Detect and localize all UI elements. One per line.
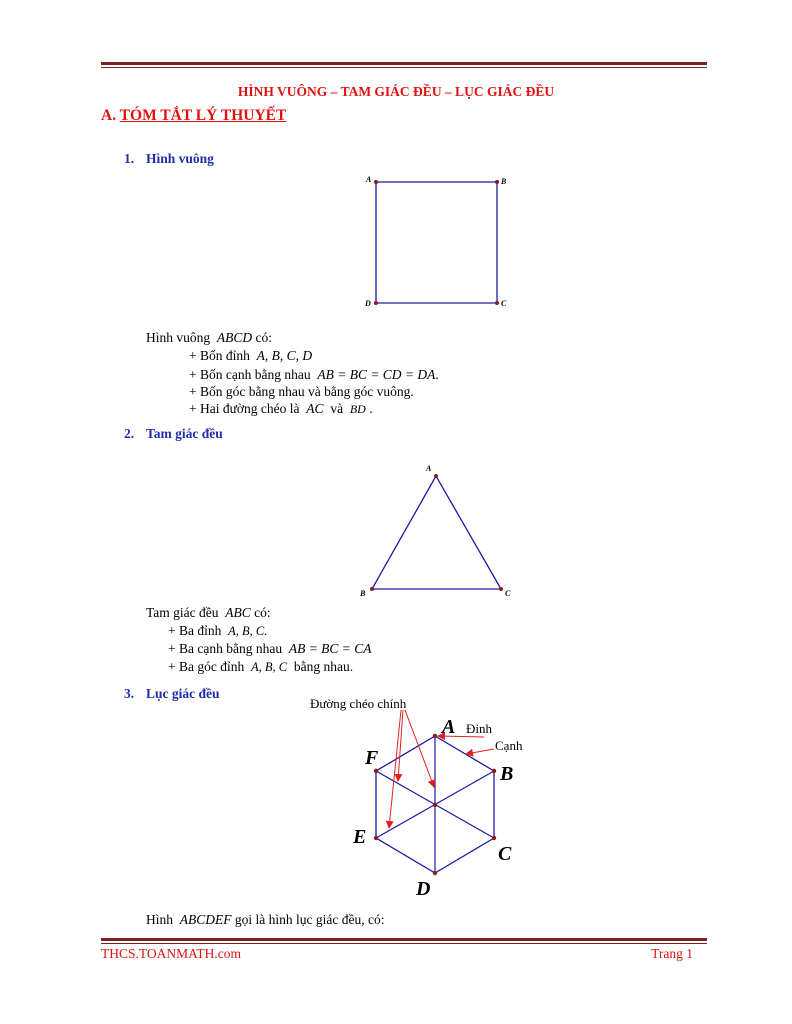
square-heading-label: Hình vuông bbox=[146, 151, 214, 166]
square-p4-text: + Hai đường chéo là bbox=[189, 401, 300, 416]
hexagon-center bbox=[433, 803, 437, 807]
square-label-b: B bbox=[501, 177, 507, 186]
square-vertex-b bbox=[495, 180, 499, 184]
square-label-a: A bbox=[366, 175, 372, 184]
hexagon-label-c: C bbox=[498, 843, 512, 865]
footer-page-number: Trang 1 bbox=[651, 946, 693, 961]
square-p4-diag-1: AC bbox=[306, 401, 324, 416]
square-intro-math: ABCD bbox=[216, 330, 253, 345]
triangle-property-3 bbox=[168, 659, 353, 675]
triangle-outline bbox=[372, 476, 501, 589]
hexagon-heading-label: Lục giác đều bbox=[146, 686, 220, 701]
hexagon-intro bbox=[146, 912, 384, 928]
square-p4-diag-2: BD bbox=[349, 402, 366, 416]
square-vertex-a bbox=[374, 180, 378, 184]
section-a-label: TÓM TẮT LÝ THUYẾT bbox=[119, 107, 287, 124]
annotation-vertex: Đỉnh bbox=[466, 721, 492, 736]
square-p4-mid: và bbox=[330, 401, 344, 416]
square-p2-math: AB = BC = CD = DA bbox=[317, 367, 436, 382]
arrow-diagonal-2 bbox=[398, 710, 403, 781]
square-heading-number: 1. bbox=[124, 151, 135, 166]
triangle-label-b: B bbox=[360, 589, 366, 598]
square-p1-text: + Bốn đỉnh bbox=[189, 348, 250, 363]
square-heading bbox=[124, 151, 214, 167]
square-p2-text: + Bốn cạnh bằng nhau bbox=[189, 367, 311, 382]
triangle-figure bbox=[352, 462, 524, 602]
triangle-p1-math: A, B, C. bbox=[228, 624, 268, 638]
hexagon-label-a: A bbox=[442, 716, 456, 738]
triangle-vertex-b bbox=[370, 587, 374, 591]
arrow-edge bbox=[466, 749, 494, 754]
annotation-edge: Cạnh bbox=[495, 738, 523, 753]
hexagon-label-f: F bbox=[365, 747, 379, 769]
hexagon-vertex-d bbox=[433, 871, 437, 875]
hexagon-vertex-b bbox=[492, 769, 496, 773]
square-intro-tail: có: bbox=[255, 330, 272, 345]
arrow-diagonal-1 bbox=[405, 710, 434, 787]
hexagon-label-d: D bbox=[416, 878, 431, 900]
header-rule bbox=[101, 62, 707, 68]
triangle-intro-text: Tam giác đều bbox=[146, 605, 219, 620]
triangle-heading-number: 2. bbox=[124, 426, 135, 441]
square-vertex-d bbox=[374, 301, 378, 305]
square-p2-tail: . bbox=[435, 367, 439, 382]
annotation-main-diagonal: Đường chéo chính bbox=[310, 696, 407, 711]
square-vertex-c bbox=[495, 301, 499, 305]
hexagon-vertex-e bbox=[374, 836, 378, 840]
square-intro-text: Hình vuông bbox=[146, 330, 211, 345]
footer-site-link[interactable]: THCS.TOANMATH.com bbox=[101, 946, 242, 961]
triangle-property-1 bbox=[168, 623, 267, 639]
section-a-heading bbox=[101, 107, 286, 125]
triangle-heading bbox=[124, 426, 223, 442]
square-property-1 bbox=[189, 348, 312, 364]
triangle-p3-tail: bằng nhau. bbox=[293, 659, 354, 674]
square-intro bbox=[146, 330, 272, 346]
hexagon-heading-number: 3. bbox=[124, 686, 135, 701]
hexagon-label-b: B bbox=[500, 763, 514, 785]
footer-rule bbox=[101, 938, 707, 944]
triangle-label-c: C bbox=[505, 589, 511, 598]
square-p4-tail: . bbox=[369, 401, 373, 416]
triangle-p3-text: + Ba góc đỉnh bbox=[168, 659, 245, 674]
hexagon-vertex-c bbox=[492, 836, 496, 840]
hexagon-intro-math: ABCDEF bbox=[179, 912, 232, 927]
page-title: HÌNH VUÔNG – TAM GIÁC ĐỀU – LỤC GIÁC ĐỀU bbox=[237, 84, 555, 99]
triangle-p1-text: + Ba đỉnh bbox=[168, 623, 222, 638]
triangle-property-2 bbox=[168, 641, 372, 657]
square-property-4 bbox=[189, 401, 373, 417]
square-outline bbox=[376, 182, 497, 303]
square-p1-math: A, B, C, D bbox=[256, 348, 313, 363]
square-label-c: C bbox=[501, 299, 507, 308]
section-a-prefix: A. bbox=[101, 107, 120, 124]
triangle-intro-tail: có: bbox=[254, 605, 271, 620]
hexagon-vertex-f bbox=[374, 769, 378, 773]
hexagon-figure bbox=[300, 690, 540, 905]
triangle-vertex-a bbox=[434, 474, 438, 478]
triangle-intro-math: ABC bbox=[225, 605, 251, 620]
square-property-3: + Bốn góc bằng nhau và bằng góc vuông. bbox=[189, 384, 414, 399]
triangle-p3-math: A, B, C bbox=[250, 660, 288, 674]
hexagon-label-e: E bbox=[353, 826, 367, 848]
triangle-p2-text: + Ba cạnh bằng nhau bbox=[168, 641, 283, 656]
triangle-p2-math: AB = BC = CA bbox=[288, 641, 372, 656]
hexagon-intro-text: Hình bbox=[146, 912, 173, 927]
square-label-d: D bbox=[365, 299, 371, 308]
triangle-vertex-c bbox=[499, 587, 503, 591]
triangle-heading-label: Tam giác đều bbox=[146, 426, 223, 441]
hexagon-heading bbox=[124, 686, 220, 702]
square-figure bbox=[360, 172, 520, 312]
square-property-2 bbox=[189, 367, 439, 383]
triangle-label-a: A bbox=[426, 464, 432, 473]
hexagon-vertex-a bbox=[433, 734, 437, 738]
hexagon-intro-tail: gọi là hình lục giác đều, có: bbox=[234, 912, 385, 927]
triangle-intro bbox=[146, 605, 271, 621]
